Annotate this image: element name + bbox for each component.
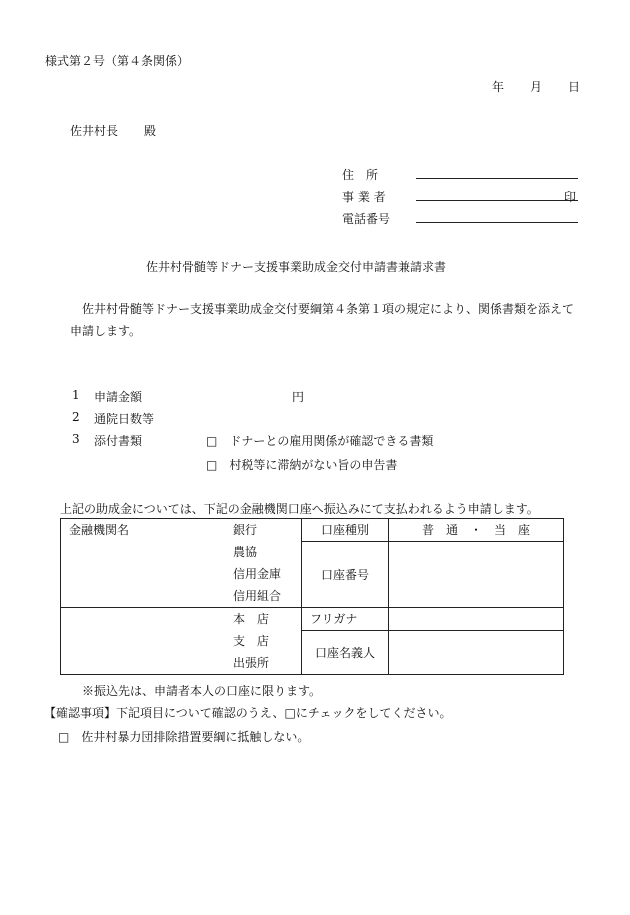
address-field[interactable] xyxy=(416,178,578,179)
item-2-number: 2 xyxy=(72,410,80,424)
attachment-checkbox-2[interactable]: □ 村税等に滞納がない旨の申告書 xyxy=(206,458,398,472)
phone-field[interactable] xyxy=(416,222,578,223)
account-number-field[interactable] xyxy=(389,542,564,608)
date-day: 日 xyxy=(568,80,581,94)
form-number: 様式第２号（第４条関係） xyxy=(45,54,190,68)
furigana-label: フリガナ xyxy=(302,608,389,631)
attachment-checkbox-1[interactable]: □ ドナーとの雇用関係が確認できる書類 xyxy=(206,434,434,448)
business-label: 事 業 者 xyxy=(342,190,386,204)
date-year: 年 xyxy=(492,80,505,94)
account-number-label: 口座番号 xyxy=(302,542,389,608)
account-holder-field[interactable] xyxy=(389,631,564,675)
institution-type-shinkin[interactable]: 信用金庫 xyxy=(233,567,282,581)
item-3-label: 添付書類 xyxy=(94,434,143,448)
institution-type-ja[interactable]: 農協 xyxy=(233,545,258,559)
business-field[interactable] xyxy=(416,200,578,201)
account-type-options[interactable]: 普 通 ・ 当 座 xyxy=(389,519,564,542)
transfer-note: ※振込先は、申請者本人の口座に限ります。 xyxy=(82,684,322,698)
addressee-name: 佐井村長 xyxy=(70,124,119,138)
branch-type-branch[interactable]: 支 店 xyxy=(233,634,270,648)
account-holder-label: 口座名義人 xyxy=(302,631,389,675)
document-title: 佐井村骨髄等ドナー支援事業助成金交付申請書兼請求書 xyxy=(146,260,447,274)
institution-type-kumiai[interactable]: 信用組合 xyxy=(233,589,282,603)
account-type-label: 口座種別 xyxy=(302,519,389,542)
branch-type-main[interactable]: 本 店 xyxy=(233,612,270,626)
item-3-number: 3 xyxy=(72,432,80,446)
address-label: 住 所 xyxy=(342,168,379,182)
item-1-number: 1 xyxy=(72,388,80,402)
institution-label: 金融機関名 xyxy=(69,523,130,537)
addressee-honorific: 殿 xyxy=(144,124,157,138)
payment-note: 上記の助成金については、下記の金融機関口座へ振込みにて支払われるよう申請します。 xyxy=(60,502,539,516)
item-1-label: 申請金額 xyxy=(94,390,143,404)
intro-line-1: 佐井村骨髄等ドナー支援事業助成金交付要綱第４条第１項の規定により、関係書類を添えて xyxy=(82,302,575,316)
date-month: 月 xyxy=(530,80,543,94)
bank-account-table xyxy=(60,518,564,675)
confirmation-heading: 【確認事項】下記項目について確認のうえ、□にチェックをしてください。 xyxy=(44,706,452,720)
item-1-unit: 円 xyxy=(292,390,305,404)
seal-mark: 印 xyxy=(564,190,577,204)
phone-label: 電話番号 xyxy=(342,212,391,226)
institution-type-bank[interactable]: 銀行 xyxy=(233,523,258,537)
intro-line-2: 申請します。 xyxy=(70,324,142,338)
furigana-field[interactable] xyxy=(389,608,564,631)
branch-type-office[interactable]: 出張所 xyxy=(233,656,270,670)
confirmation-checkbox[interactable]: □ 佐井村暴力団排除措置要綱に抵触しない。 xyxy=(58,730,310,744)
item-2-label: 通院日数等 xyxy=(94,412,155,426)
